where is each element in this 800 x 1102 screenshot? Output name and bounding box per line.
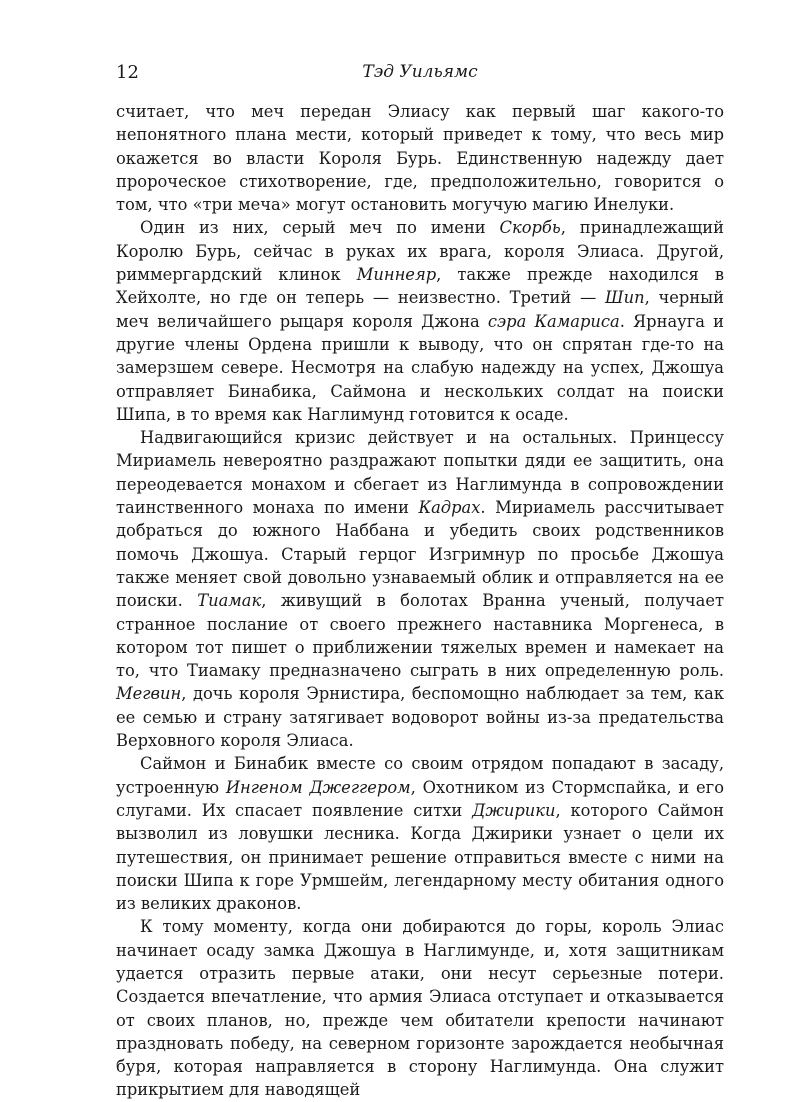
italic-name: Скорбь <box>499 218 561 238</box>
italic-name: Ингеном Джеггером <box>225 777 411 797</box>
italic-name: сэра Камариса <box>487 311 620 331</box>
text-run: Саймон и Бинабик вместе со своим отрядом попадают в засаду, устроенную <box>116 754 724 797</box>
italic-name: Тиамак <box>197 591 262 611</box>
text-run: , принадлежащий Королю Бурь, сейчас в руках их врага, короля Элиаса. Другой, риммергардский клинок <box>116 218 725 285</box>
paragraph <box>116 915 724 1101</box>
italic-name: Джирики <box>472 800 556 820</box>
page-number: 12 <box>116 62 139 83</box>
text-run: . Ярнауга и другие члены Ордена пришли к выводу, что он спрятан где-то на замерзшем севере. Несмотря на слабую надежду на успех, Джошуа отправляет Бинабика, Саймона и нескольких солдат на поиски Шипа, в то время как Наглимунд готовится к осаде. <box>116 311 724 424</box>
text-run: , черный меч величайшего рыцаря короля Джона <box>116 288 724 331</box>
paragraph <box>116 752 724 915</box>
italic-name: Кадрах <box>418 498 481 518</box>
body-text <box>116 100 724 1102</box>
text-run: К тому моменту, когда они добираются до горы, король Элиас начинает осаду замка Джошуа в Наглимунде, и, хотя защитникам удается отразить первые атаки, они несут серьезные потери. Создается впечатление, что армия Элиаса отступает и отказывается от своих планов, но, прежде чем обитатели крепости начинают праздновать победу, на северном горизонте зарождается необычная буря, которая направляется в сторону Наглимунда. Она служит прикрытием для наводящей <box>116 917 724 1100</box>
text-run: . Мириамель рассчитывает добраться до южного Наббана и убедить своих родственников помочь Джошуа. Старый герцог Изгримнур по просьбе Джошуа также меняет свой довольно узнаваемый облик и отправляется на ее поиски. <box>116 498 725 611</box>
italic-name: Миннеяр <box>356 265 437 285</box>
italic-name: Шип <box>605 288 645 308</box>
text-run: Один из них, серый меч по имени <box>140 218 500 238</box>
paragraph <box>116 216 724 426</box>
text-run: , дочь короля Эрнистира, беспомощно наблюдает за тем, как ее семью и страну затягивает водоворот войны из-за предательства Верховного короля Элиаса. <box>116 684 724 751</box>
text-run: считает, что меч передан Элиасу как первый шаг какого-то непонятного плана мести, который приведет к тому, что весь мир окажется во власти Короля Бурь. Единственную надежду дает пророческое стихотворение, где, предположительно, говорится о том, что «три меча» могут остановить могучую магию Инелуки. <box>116 102 724 215</box>
text-run: , также прежде находился в Хейхолте, но где он теперь — неизвестно. Третий — <box>116 265 725 308</box>
running-header <box>116 58 724 88</box>
text-run: Надвигающийся кризис действует и на остальных. Принцессу Мириамель невероятно раздражают попытки дяди ее защитить, она переодевается монахом и сбегает из Наглимунда в сопровождении таинственного монаха по имени <box>116 428 724 518</box>
text-run: , которого Саймон вызволил из ловушки лесника. Когда Джирики узнает о цели их путешествия, он принимает решение отправиться вместе с ними на поиски Шипа к горе Урмшейм, легендарному месту обитания одного из великих драконов. <box>116 800 724 914</box>
text-run: , живущий в болотах Вранна ученый, получает странное послание от своего прежнего наставника Моргенеса, в котором тот пишет о приближении тяжелых времен и намекает на то, что Тиамаку предназначено сыграть в них определенную роль. <box>116 591 724 681</box>
running-title: Тэд Уильямс <box>362 62 478 82</box>
paragraph <box>116 426 724 752</box>
paragraph <box>116 100 724 216</box>
text-run: , Охотником из Стормспайка, и его слугами. Их спасает появление ситхи <box>116 777 724 820</box>
italic-name: Мегвин <box>116 684 182 704</box>
book-page <box>116 58 724 1102</box>
